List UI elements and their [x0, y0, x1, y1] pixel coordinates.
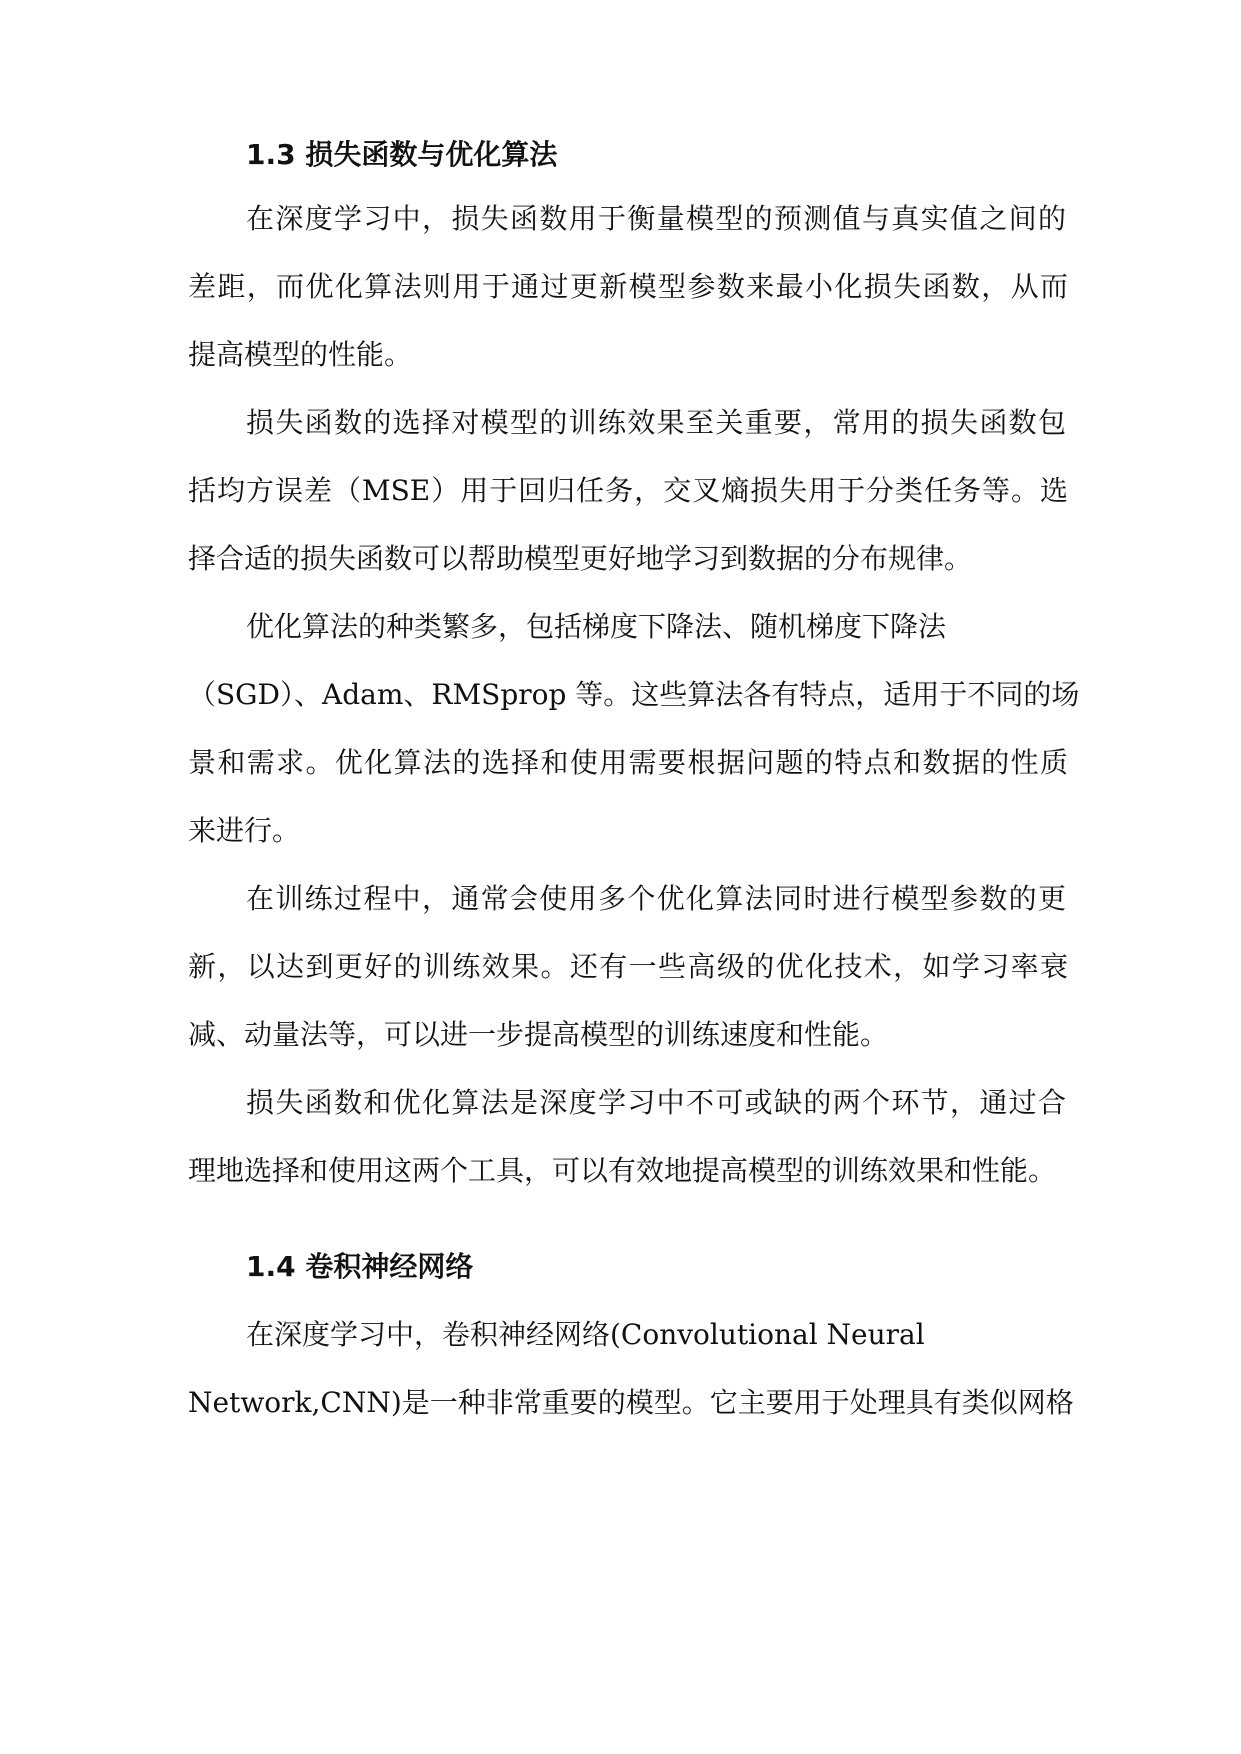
text-line: Network,CNN)是一种非常重要的模型。它主要用于处理具有类似网格: [188, 1386, 1074, 1419]
text-line: 新，以达到更好的训练效果。还有一些高级的优化技术，如学习率衰: [188, 950, 1068, 983]
text-line: 理地选择和使用这两个工具，可以有效地提高模型的训练效果和性能。: [188, 1154, 1057, 1187]
text-line: 括均方误差（MSE）用于回归任务，交叉熵损失用于分类任务等。选: [188, 474, 1068, 507]
section-heading-1-3: 1.3 损失函数与优化算法: [246, 138, 558, 171]
text-line: （SGD）、Adam、RMSprop 等。这些算法各有特点，适用于不同的场: [188, 678, 1080, 711]
section-heading-1-4: 1.4 卷积神经网络: [246, 1250, 474, 1283]
text-line: 在训练过程中，通常会使用多个优化算法同时进行模型参数的更: [246, 882, 1066, 915]
text-line: 损失函数的选择对模型的训练效果至关重要，常用的损失函数包: [246, 406, 1066, 439]
text-line: 景和需求。优化算法的选择和使用需要根据问题的特点和数据的性质: [188, 746, 1068, 779]
text-line: 择合适的损失函数可以帮助模型更好地学习到数据的分布规律。: [188, 542, 973, 575]
text-line: 损失函数和优化算法是深度学习中不可或缺的两个环节，通过合: [246, 1086, 1066, 1119]
text-line: 差距，而优化算法则用于通过更新模型参数来最小化损失函数，从而: [188, 270, 1068, 303]
text-line: 提高模型的性能。: [188, 338, 413, 371]
text-line: 在深度学习中，卷积神经网络(Convolutional Neural: [246, 1318, 925, 1351]
text-line: 在深度学习中，损失函数用于衡量模型的预测值与真实值之间的: [246, 202, 1066, 235]
text-line: 优化算法的种类繁多，包括梯度下降法、随机梯度下降法: [246, 610, 947, 643]
text-line: 来进行。: [188, 814, 301, 847]
text-line: 减、动量法等，可以进一步提高模型的训练速度和性能。: [188, 1018, 889, 1051]
